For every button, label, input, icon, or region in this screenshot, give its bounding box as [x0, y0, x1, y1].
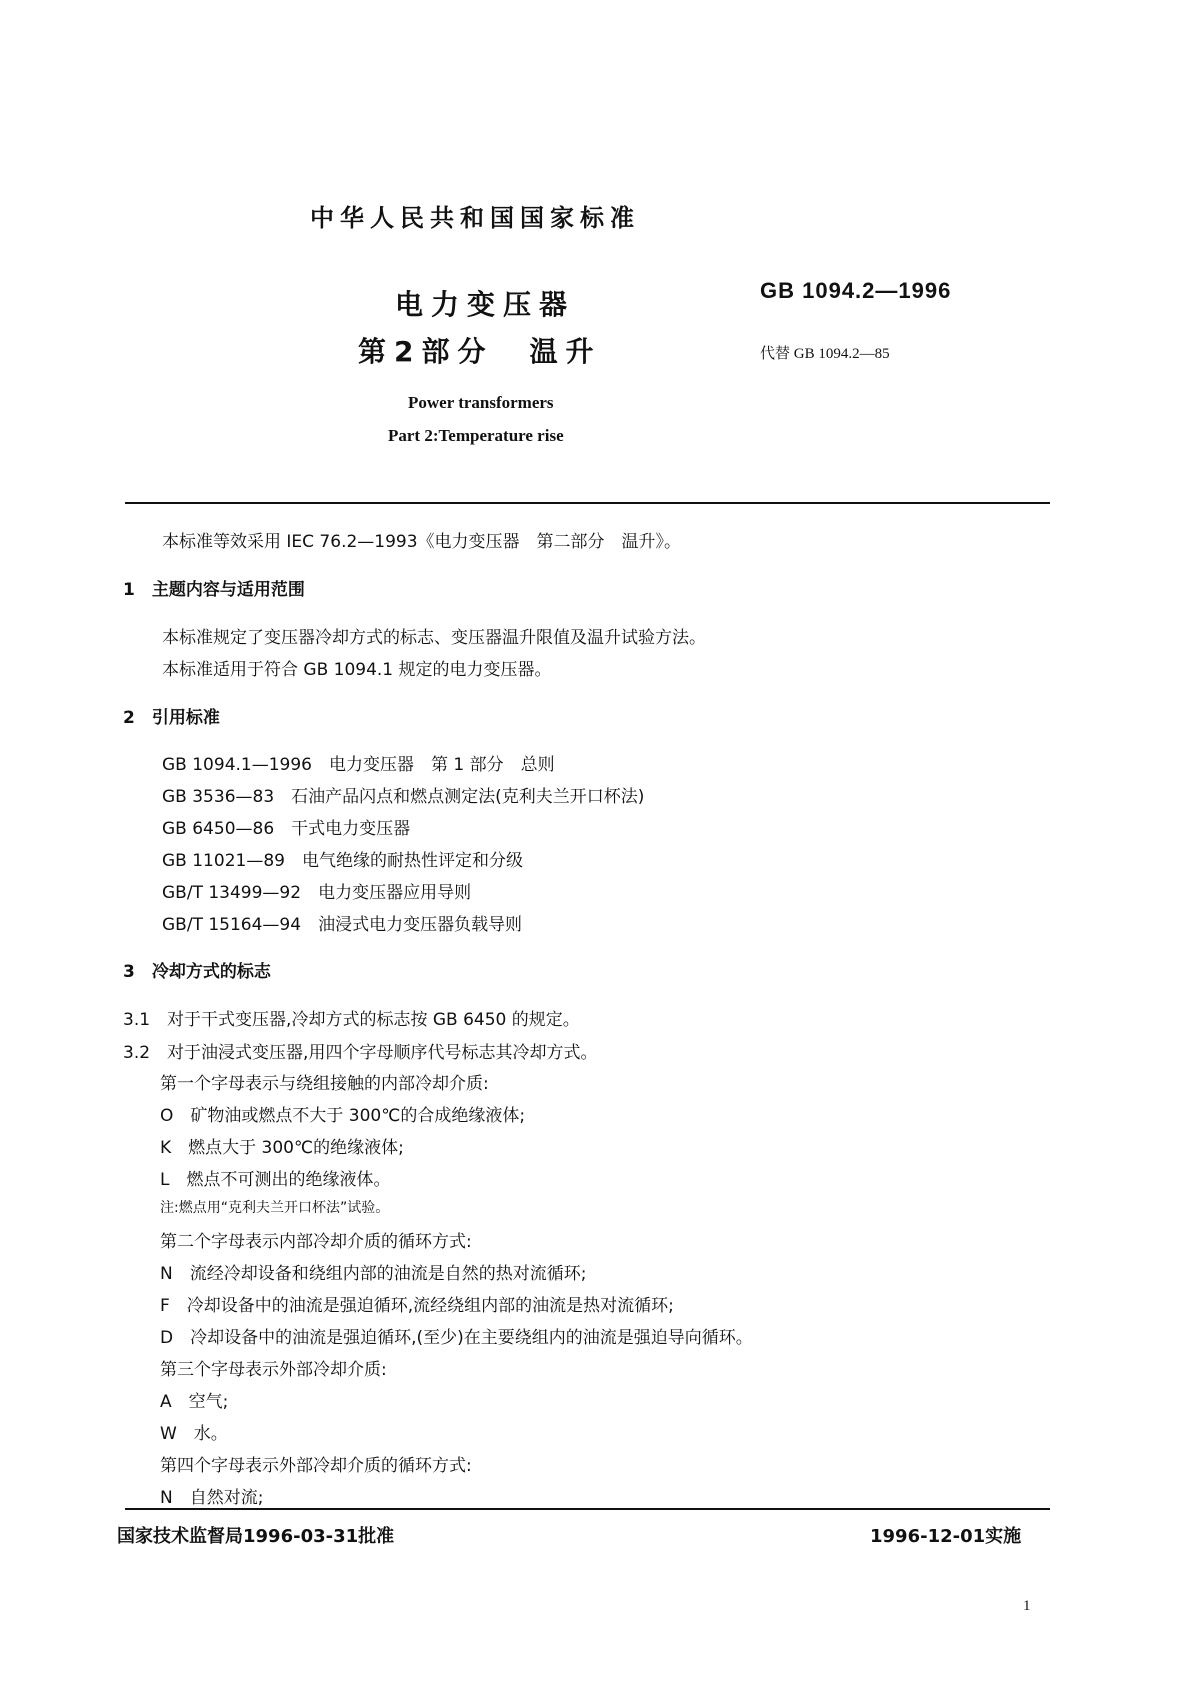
reference-item: GB/T 13499—92 电力变压器应用导则 [162, 883, 472, 903]
code-a: A 空气; [160, 1392, 229, 1412]
code-o: O 矿物油或燃点不大于 300℃的合成绝缘液体; [160, 1106, 526, 1126]
code-f: F 冷却设备中的油流是强迫循环,流经绕组内部的油流是热对流循环; [160, 1296, 674, 1316]
document-title: 电力变压器 [395, 288, 576, 321]
code-k: K 燃点大于 300℃的绝缘液体; [160, 1138, 404, 1158]
approval-date: 国家技术监督局1996-03-31批准 [117, 1526, 395, 1547]
section-3-heading: 3 冷却方式的标志 [123, 962, 271, 982]
third-letter-desc: 第三个字母表示外部冷却介质: [160, 1360, 387, 1380]
reference-item: GB/T 15164—94 油浸式电力变压器负载导则 [162, 915, 523, 935]
code-n-external: N 自然对流; [160, 1488, 264, 1508]
first-letter-desc: 第一个字母表示与绕组接触的内部冷却介质: [160, 1074, 489, 1094]
intro-paragraph: 本标准等效采用 IEC 76.2—1993《电力变压器 第二部分 温升》。 [162, 532, 682, 552]
national-standard-title: 中华人民共和国国家标准 [310, 204, 640, 232]
clause-3-1: 3.1 对于干式变压器,冷却方式的标志按 GB 6450 的规定。 [123, 1010, 580, 1030]
english-title: Power transformers [408, 393, 554, 412]
reference-item: GB 11021—89 电气绝缘的耐热性评定和分级 [162, 851, 523, 871]
section-1-heading: 1 主题内容与适用范围 [123, 580, 305, 600]
code-d: D 冷却设备中的油流是强迫循环,(至少)在主要绕组内的油流是强迫导向循环。 [160, 1328, 753, 1348]
code-n-internal: N 流经冷却设备和绕组内部的油流是自然的热对流循环; [160, 1264, 587, 1284]
fourth-letter-desc: 第四个字母表示外部冷却介质的循环方式: [160, 1456, 472, 1476]
replaces-standard: 代替 GB 1094.2—85 [760, 346, 890, 362]
standard-number: GB 1094.2—1996 [760, 278, 952, 303]
section-1-paragraph-1: 本标准规定了变压器冷却方式的标志、变压器温升限值及温升试验方法。 [162, 628, 706, 648]
note-fire-point: 注:燃点用“克利夫兰开口杯法”试验。 [160, 1200, 390, 1216]
reference-item: GB 3536—83 石油产品闪点和燃点测定法(克利夫兰开口杯法) [162, 787, 645, 807]
footer-divider [125, 1508, 1050, 1510]
reference-item: GB 6450—86 干式电力变压器 [162, 819, 411, 839]
english-subtitle: Part 2:Temperature rise [388, 426, 564, 445]
second-letter-desc: 第二个字母表示内部冷却介质的循环方式: [160, 1232, 472, 1252]
document-subtitle: 第2部分 温升 [358, 335, 602, 368]
section-2-heading: 2 引用标准 [123, 708, 220, 728]
section-1-paragraph-2: 本标准适用于符合 GB 1094.1 规定的电力变压器。 [162, 660, 552, 680]
effective-date: 1996-12-01实施 [870, 1526, 1022, 1547]
clause-3-2: 3.2 对于油浸式变压器,用四个字母顺序代号标志其冷却方式。 [123, 1043, 598, 1063]
header-divider [125, 502, 1050, 504]
page-number: 1 [1023, 1598, 1031, 1614]
code-w: W 水。 [160, 1424, 228, 1444]
reference-item: GB 1094.1—1996 电力变压器 第 1 部分 总则 [162, 755, 555, 775]
code-l: L 燃点不可测出的绝缘液体。 [160, 1170, 391, 1190]
